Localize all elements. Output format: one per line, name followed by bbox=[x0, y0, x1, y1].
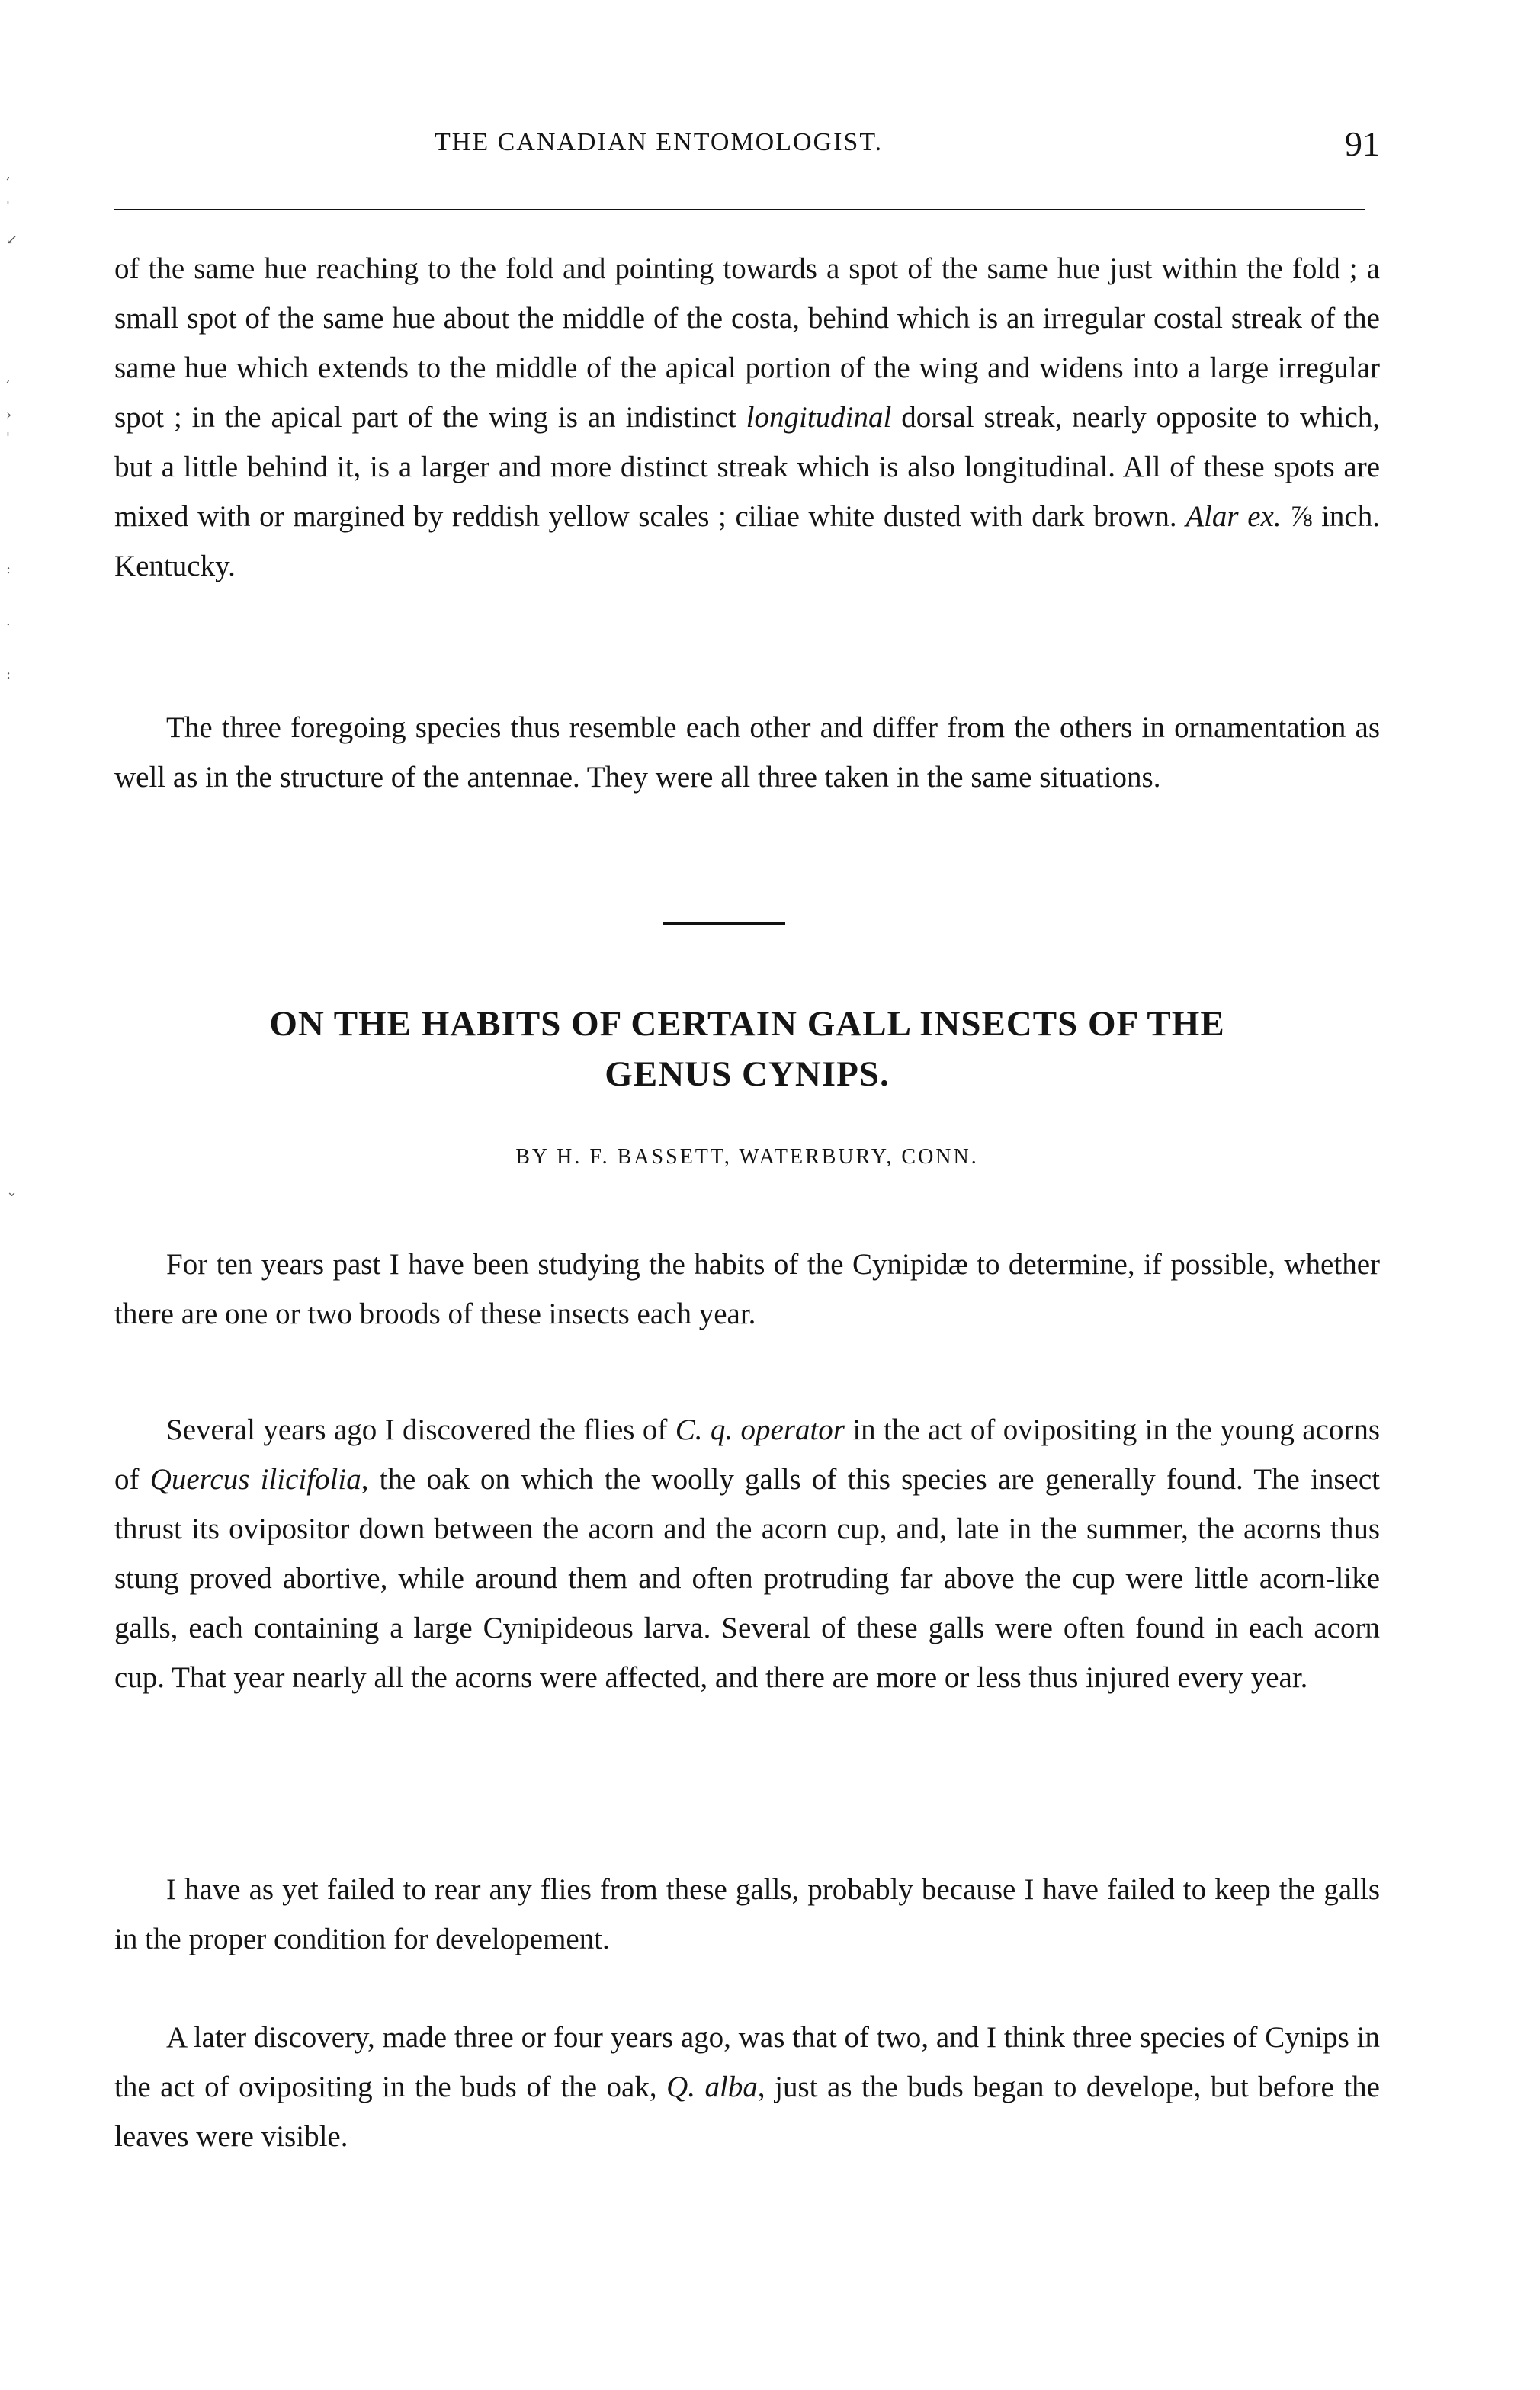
continued-paragraph-text-3: ⅞ inch. Kentucky. bbox=[114, 500, 1380, 582]
page-number: 91 bbox=[1345, 124, 1380, 163]
italic-species-quercus-ilicifolia: Quercus ilicifolia bbox=[149, 1463, 361, 1496]
paragraph-2-text-1: Several years ago I discovered the flies of bbox=[166, 1413, 675, 1446]
section-divider bbox=[663, 922, 785, 925]
paragraph-3: I have as yet failed to rear any flies from these galls, probably because I have failed to keep the galls in the proper condition for developement. bbox=[114, 1873, 1380, 1955]
paragraph-4 bbox=[114, 2013, 1380, 2161]
paragraph-1: For ten years past I have been studying the habits of the Cynipidæ to determine, if possible, whether there are one or two broods of these insects each year. bbox=[114, 1248, 1380, 1330]
paragraph-2-text-3: , the oak on which the woolly galls of this species are generally found. The insect thrust its ovipositor down between the acorn and the acorn cup, and, late in the summer, the acorns thus stung proved abortive, while around them and often protruding far above the cup were little acorn-like galls, each containing a large Cynipideous larva. Several of these galls were often found in each acorn cup. That year nearly all the acorns were affected, and there are more or less thus injured every year. bbox=[114, 1463, 1380, 1694]
journal-title: THE CANADIAN ENTOMOLOGIST. bbox=[435, 128, 884, 156]
header-rule bbox=[114, 209, 1365, 210]
continued-paragraph-text-1: of the same hue reaching to the fold and pointing towards a spot of the same hue just within the fold ; a small spot of the same hue about the middle of the costa, behind which is an irregular costal streak of the same hue which extends to the middle of the apical portion of the wing and widens into a large irregular spot ; in the apical part of the wing is an indistinct bbox=[114, 252, 1380, 434]
paragraph-2 bbox=[114, 1405, 1380, 1702]
italic-species-q-alba: Q. alba bbox=[666, 2071, 758, 2103]
continued-paragraph-text-2: dorsal streak, nearly opposite to which, but a little behind it, is a larger and more distinct streak which is also longitudinal. All of these spots are mixed with or margined by reddish yellow scales ; ciliae white dusted with dark brown. bbox=[114, 401, 1380, 533]
italic-species-c-q-operator: C. q. operator bbox=[675, 1413, 845, 1446]
running-head bbox=[435, 124, 1380, 169]
summary-paragraph: The three foregoing species thus resemble each other and differ from the others in ornamentation as well as in the structure of the antennae. They were all three taken in the same situations. bbox=[114, 711, 1380, 794]
paragraph-4-text-2: , just as the buds began to develope, but before the leaves were visible. bbox=[114, 2071, 1380, 2153]
article-title-line-1: ON THE HABITS OF CERTAIN GALL INSECTS OF THE bbox=[269, 1004, 1225, 1044]
article-title bbox=[107, 999, 1388, 1099]
continued-paragraph bbox=[114, 244, 1380, 591]
paragraph-2-text-2: in the act of ovipositing in the young acorns of bbox=[114, 1413, 1381, 1496]
author-byline: BY H. F. BASSETT, WATERBURY, CONN. bbox=[515, 1145, 979, 1169]
article-title-line-2: GENUS CYNIPS. bbox=[605, 1054, 890, 1094]
paragraph-4-text-1: A later discovery, made three or four years ago, was that of two, and I think three species of Cynips in the act of ovipositing in the buds of the oak, bbox=[114, 2021, 1380, 2103]
left-margin-specks: , ' ↙ , › ' : . : bbox=[6, 166, 18, 682]
left-margin-speck-lower: ⌄ bbox=[6, 1184, 18, 1200]
italic-term-alar-ex: Alar ex. bbox=[1185, 500, 1282, 533]
italic-term-longitudinal: longitudinal bbox=[746, 401, 892, 434]
